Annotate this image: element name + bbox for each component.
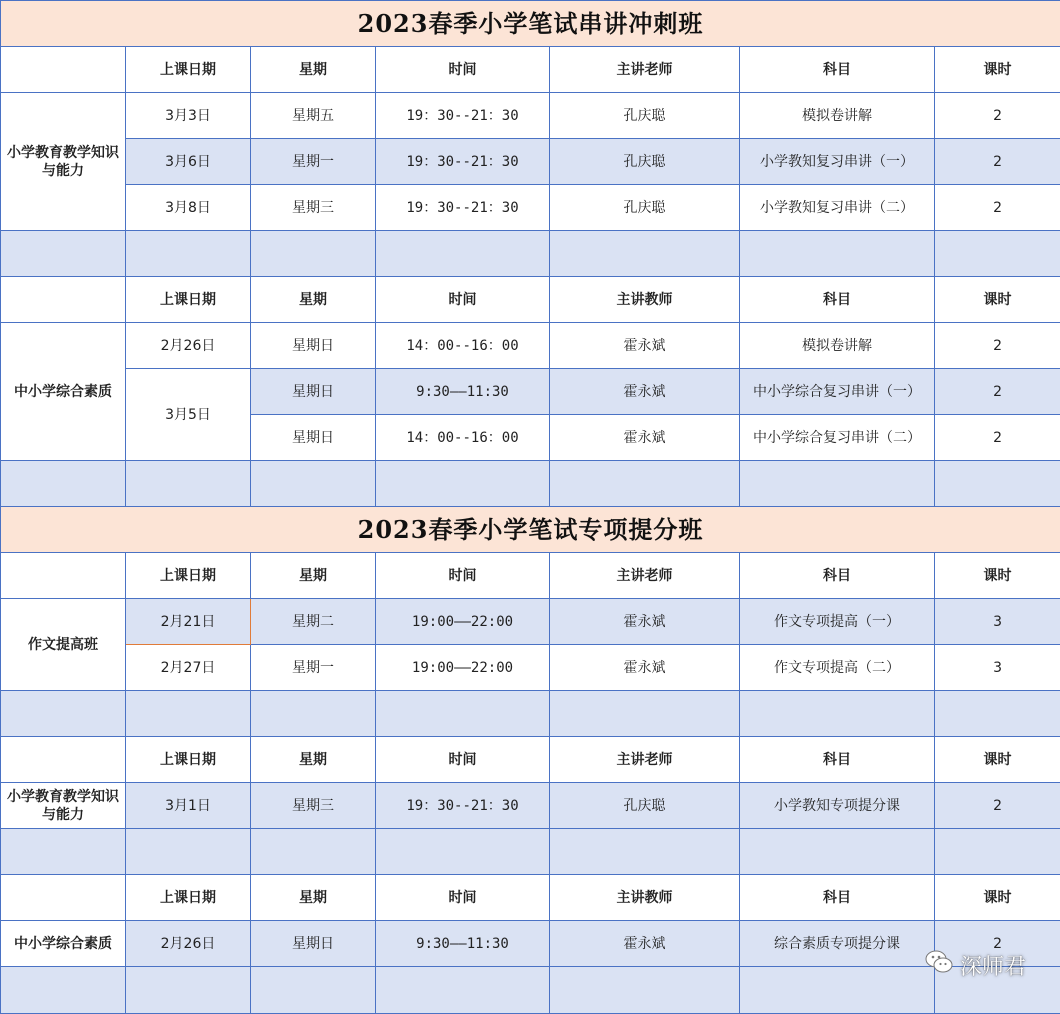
header-blank	[1, 47, 126, 93]
header-date: 上课日期	[126, 277, 251, 323]
subject-cell: 中小学综合复习串讲（二）	[740, 415, 935, 461]
header-subject: 科目	[740, 875, 935, 921]
header-hours: 课时	[935, 47, 1060, 93]
date-cell: 2月26日	[126, 323, 251, 369]
category-cell: 作文提高班	[1, 599, 126, 691]
teacher-cell: 霍永斌	[550, 921, 740, 967]
category-cell: 小学教育教学知识与能力	[1, 783, 126, 829]
header-teacher: 主讲教师	[550, 875, 740, 921]
teacher-cell: 霍永斌	[550, 369, 740, 415]
header-weekday: 星期	[251, 737, 376, 783]
spacer-row	[1, 829, 1060, 875]
weekday-cell: 星期二	[251, 599, 376, 645]
date-cell: 3月1日	[126, 783, 251, 829]
teacher-cell: 孔庆聪	[550, 139, 740, 185]
hours-cell: 2	[935, 139, 1060, 185]
table-row	[1, 921, 1060, 967]
time-cell: 14：00--16：00	[376, 415, 550, 461]
subject-cell: 模拟卷讲解	[740, 323, 935, 369]
header-teacher: 主讲老师	[550, 737, 740, 783]
table-row	[1, 599, 1060, 645]
subject-cell: 模拟卷讲解	[740, 93, 935, 139]
category-cell: 中小学综合素质	[1, 323, 126, 461]
watermark-text: 深师君	[960, 950, 1026, 981]
header-hours: 课时	[935, 737, 1060, 783]
time-cell: 19：30--21：30	[376, 185, 550, 231]
time-cell: 14：00--16：00	[376, 323, 550, 369]
header-time: 时间	[376, 875, 550, 921]
section-title-sprint: 2023春季小学笔试串讲冲刺班	[1, 1, 1060, 47]
header-weekday: 星期	[251, 553, 376, 599]
weekday-cell: 星期一	[251, 645, 376, 691]
watermark	[924, 949, 1026, 981]
header-blank	[1, 553, 126, 599]
header-blank	[1, 277, 126, 323]
header-teacher: 主讲教师	[550, 277, 740, 323]
category-cell: 小学教育教学知识与能力	[1, 93, 126, 231]
table-row	[1, 645, 1060, 691]
subject-cell: 中小学综合复习串讲（一）	[740, 369, 935, 415]
subject-cell: 小学教知复习串讲（二）	[740, 185, 935, 231]
subject-cell: 作文专项提高（一）	[740, 599, 935, 645]
date-cell: 2月21日	[126, 599, 251, 645]
spacer-row	[1, 967, 1060, 1014]
header-teacher: 主讲老师	[550, 553, 740, 599]
weekday-cell: 星期日	[251, 415, 376, 461]
header-date: 上课日期	[126, 737, 251, 783]
teacher-cell: 孔庆聪	[550, 93, 740, 139]
category-cell: 中小学综合素质	[1, 921, 126, 967]
hours-cell: 3	[935, 645, 1060, 691]
subject-cell: 作文专项提高（二）	[740, 645, 935, 691]
header-hours: 课时	[935, 553, 1060, 599]
header-time: 时间	[376, 553, 550, 599]
weekday-cell: 星期日	[251, 921, 376, 967]
header-time: 时间	[376, 47, 550, 93]
header-hours: 课时	[935, 875, 1060, 921]
spacer-row	[1, 461, 1060, 507]
table-row	[1, 369, 1060, 415]
table-row	[1, 93, 1060, 139]
date-cell: 2月26日	[126, 921, 251, 967]
hours-cell: 2	[935, 369, 1060, 415]
date-cell: 2月27日	[126, 645, 251, 691]
header-time: 时间	[376, 737, 550, 783]
time-cell: 19：30--21：30	[376, 139, 550, 185]
table-row	[1, 185, 1060, 231]
date-cell: 3月6日	[126, 139, 251, 185]
hours-cell: 2	[935, 783, 1060, 829]
header-subject: 科目	[740, 47, 935, 93]
subject-cell: 小学教知复习串讲（一）	[740, 139, 935, 185]
teacher-cell: 霍永斌	[550, 323, 740, 369]
header-subject: 科目	[740, 277, 935, 323]
date-cell: 3月5日	[126, 369, 251, 461]
header-weekday: 星期	[251, 277, 376, 323]
hours-cell: 3	[935, 599, 1060, 645]
header-weekday: 星期	[251, 47, 376, 93]
teacher-cell: 霍永斌	[550, 599, 740, 645]
time-cell: 9:30——11:30	[376, 921, 550, 967]
header-teacher: 主讲老师	[550, 47, 740, 93]
header-subject: 科目	[740, 737, 935, 783]
subject-cell: 小学教知专项提分课	[740, 783, 935, 829]
teacher-cell: 孔庆聪	[550, 783, 740, 829]
teacher-cell: 孔庆聪	[550, 185, 740, 231]
header-subject: 科目	[740, 553, 935, 599]
hours-cell: 2	[935, 185, 1060, 231]
time-cell: 19：30--21：30	[376, 783, 550, 829]
time-cell: 9:30——11:30	[376, 369, 550, 415]
table-row	[1, 139, 1060, 185]
weekday-cell: 星期三	[251, 783, 376, 829]
table-row	[1, 323, 1060, 369]
hours-cell: 2	[935, 415, 1060, 461]
table-row	[1, 783, 1060, 829]
date-cell: 3月3日	[126, 93, 251, 139]
teacher-cell: 霍永斌	[550, 645, 740, 691]
time-cell: 19：30--21：30	[376, 93, 550, 139]
hours-cell: 2	[935, 323, 1060, 369]
weekday-cell: 星期日	[251, 323, 376, 369]
hours-cell: 2	[935, 93, 1060, 139]
weekday-cell: 星期五	[251, 93, 376, 139]
weekday-cell: 星期三	[251, 185, 376, 231]
header-blank	[1, 875, 126, 921]
header-blank	[1, 737, 126, 783]
weekday-cell: 星期一	[251, 139, 376, 185]
weekday-cell: 星期日	[251, 369, 376, 415]
date-cell: 3月8日	[126, 185, 251, 231]
header-weekday: 星期	[251, 875, 376, 921]
spacer-row	[1, 691, 1060, 737]
spacer-row	[1, 231, 1060, 277]
time-cell: 19:00——22:00	[376, 599, 550, 645]
header-date: 上课日期	[126, 875, 251, 921]
header-date: 上课日期	[126, 47, 251, 93]
wechat-icon	[924, 949, 954, 981]
subject-cell: 综合素质专项提分课	[740, 921, 935, 967]
time-cell: 19:00——22:00	[376, 645, 550, 691]
teacher-cell: 霍永斌	[550, 415, 740, 461]
header-time: 时间	[376, 277, 550, 323]
header-date: 上课日期	[126, 553, 251, 599]
hours-cell: 2	[935, 921, 1060, 967]
section-title-special: 2023春季小学笔试专项提分班	[1, 507, 1060, 553]
header-hours: 课时	[935, 277, 1060, 323]
